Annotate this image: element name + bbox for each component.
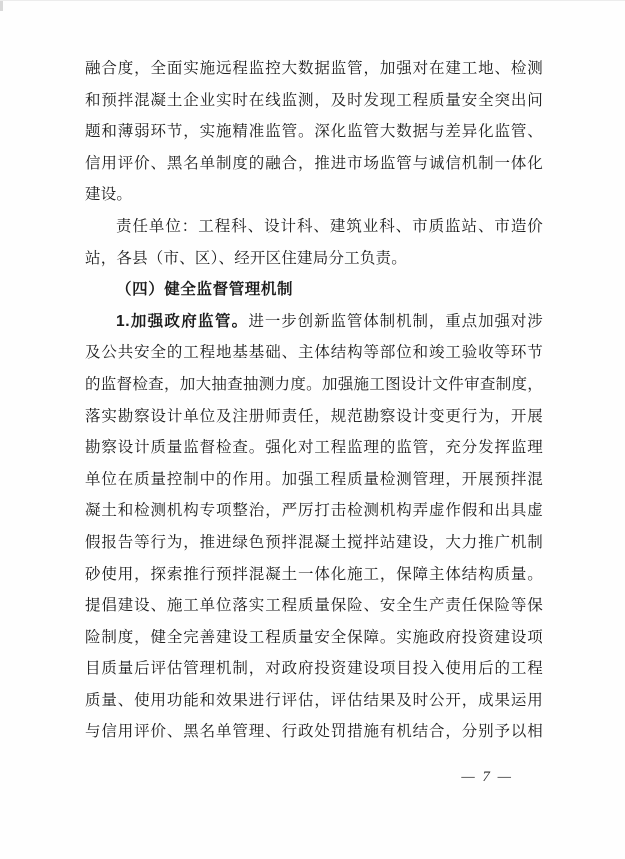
text-run: 质量、使用功能和效果进行评估，评估结果及时公开，成果运用 <box>85 691 543 709</box>
text-line <box>85 590 543 622</box>
text-run: 进一步创新监管体制机制，重点加强对涉 <box>248 312 543 330</box>
text-line <box>85 211 543 243</box>
scan-edge-artifact <box>0 1 3 11</box>
text-line <box>85 432 543 464</box>
text-run: 信用评价、黑名单制度的融合，推进市场监管与诚信机制一体化 <box>85 154 543 172</box>
text-line <box>85 243 543 275</box>
bold-text-run: （四）健全监督管理机制 <box>116 281 294 299</box>
text-run: 砂使用，探索推行预拌混凝土一体化施工，保障主体结构质量。 <box>85 565 543 583</box>
text-line <box>85 85 543 117</box>
text-line <box>85 685 543 717</box>
text-line <box>85 337 543 369</box>
text-line <box>85 653 543 685</box>
text-run: 站，各县（市、区）、经开区住建局分工负责。 <box>85 249 407 267</box>
page-number: — 7 — <box>461 769 513 785</box>
text-run: 和预拌混凝土企业实时在线监测，及时发现工程质量安全突出问 <box>85 91 543 109</box>
text-run: 目质量后评估管理机制，对政府投资建设项目投入使用后的工程 <box>85 660 543 678</box>
text-run: 凝土和检测机构专项整治，严厉打击检测机构弄虚作假和出具虚 <box>85 502 543 520</box>
text-run: 融合度，全面实施远程监控大数据监管，加强对在建工地、检测 <box>85 60 543 77</box>
text-body <box>85 53 543 748</box>
text-line <box>85 527 543 559</box>
text-run: 及公共安全的工程地基基础、主体结构等部位和竣工验收等环节 <box>85 344 543 362</box>
text-line <box>85 369 543 401</box>
text-line <box>85 622 543 654</box>
text-line <box>85 495 543 527</box>
text-line <box>85 116 543 148</box>
text-line <box>85 401 543 433</box>
text-run: 题和薄弱环节，实施精准监管。深化监管大数据与差异化监管、 <box>85 123 543 141</box>
text-run: 假报告等行为，推进绿色预拌混凝土搅拌站建设，大力推广机制 <box>85 533 543 551</box>
text-run: 险制度，健全完善建设工程质量安全保障。实施政府投资建设项 <box>85 628 543 646</box>
text-run: 提倡建设、施工单位落实工程质量保险、安全生产责任保险等保 <box>85 597 543 615</box>
text-run: 单位在质量控制中的作用。加强工程质量检测管理，开展预拌混 <box>85 470 543 488</box>
text-line <box>85 716 543 748</box>
text-run: 的监督检查，加大抽查抽测力度。加强施工图设计文件审查制度， <box>85 375 543 393</box>
text-run: 责任单位：工程科、设计科、建筑业科、市质监站、市造价 <box>116 217 543 235</box>
text-line <box>85 306 543 338</box>
text-line <box>85 179 543 211</box>
text-line <box>85 559 543 591</box>
text-line <box>85 53 543 85</box>
text-run: 勘察设计质量监督检查。强化对工程监理的监管，充分发挥监理 <box>85 439 543 457</box>
text-line <box>85 148 543 180</box>
text-run: 落实勘察设计单位及注册师责任，规范勘察设计变更行为，开展 <box>85 407 543 425</box>
text-run: 与信用评价、黑名单管理、行政处罚措施有机结合，分别予以相 <box>85 723 543 741</box>
bold-text-run: 1.加强政府监管。 <box>116 312 249 330</box>
text-line <box>85 274 543 306</box>
text-run: 建设。 <box>85 186 133 204</box>
text-line <box>85 464 543 496</box>
